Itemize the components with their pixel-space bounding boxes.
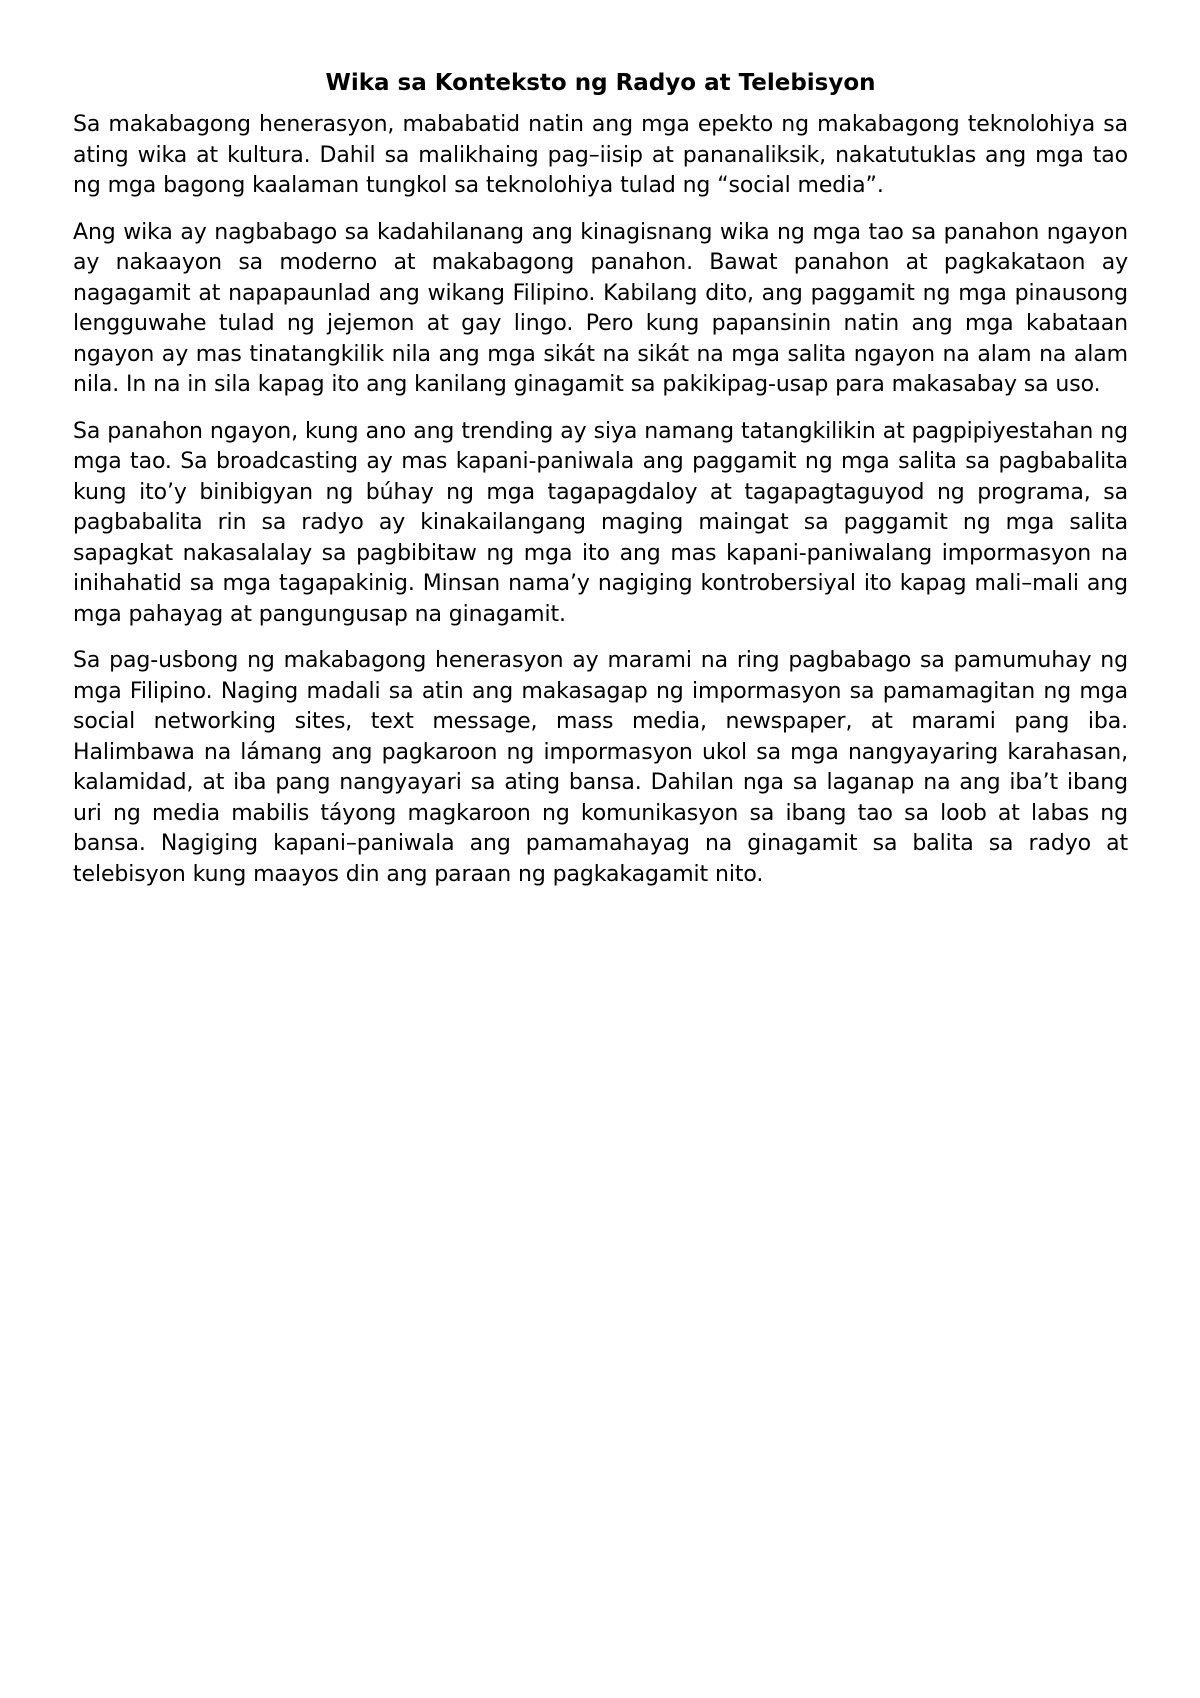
paragraph-3: Sa panahon ngayon, kung ano ang trending ay siya namang tatangkilikin at pagpipiyestahan ng mga tao. Sa broadcasting ay mas kapani-paniwala ang paggamit ng mga salita sa pagbabalita kung ito’y binibigyan ng búhay ng mga tagapagdaloy at tagapagtaguyod ng programa, sa pagbabalita rin sa radyo ay kinakailangang maging maingat sa paggamit ng mga salita sapagkat nakasalalay sa pagbibitaw ng mga ito ang mas kapani-paniwalang impormasyon na inihahatid sa mga tagapakinig. Minsan nama’y nagiging kontrobersiyal ito kapag mali–mali ang mga pahayag at pangungusap na ginagamit. xyxy=(73,418,1128,627)
paragraph-1: Sa makabagong henerasyon, mababatid natin ang mga epekto ng makabagong teknolohiya sa ating wika at kultura. Dahil sa malikhaing pag–iisip at pananaliksik, nakatutuklas ang mga tao ng mga bagong kaalaman tungkol sa teknolohiya tulad ng “social media”. xyxy=(73,112,1128,198)
paragraph-2: Ang wika ay nagbabago sa kadahilanang ang kinagisnang wika ng mga tao sa panahon ngayon ay nakaayon sa moderno at makabagong panahon. Bawat panahon at pagkakataon ay nagagamit at napapaunlad ang wikang Filipino. Kabilang dito, ang paggamit ng mga pinausong lengguwahe tulad ng jejemon at gay lingo. Pero kung papansinin natin ang mga kabataan ngayon ay mas tinatangkilik nila ang mga sikát na sikát na mga salita ngayon na alam na alam nila. In na in sila kapag ito ang kanilang ginagamit sa pakikipag-usap para makasabay sa uso. xyxy=(73,219,1128,397)
paragraph-4: Sa pag-usbong ng makabagong henerasyon ay marami na ring pagbabago sa pamumuhay ng mga Filipino. Naging madali sa atin ang makasagap ng impormasyon sa pamamagitan ng mga social networking sites, text message, mass media, newspaper, at marami pang iba. Halimbawa na lámang ang pagkaroon ng impormasyon ukol sa mga nangyayaring karahasan, kalamidad, at iba pang nangyayari sa ating bansa. Dahilan nga sa laganap na ang iba’t ibang uri ng media mabilis táyong magkaroon ng komunikasyon sa ibang tao sa loob at labas ng bansa. Nagiging kapani–paniwala ang pamamahayag na ginagamit sa balita sa radyo at telebisyon kung maayos din ang paraan ng pagkakagamit nito. xyxy=(73,648,1128,887)
document-title: Wika sa Konteksto ng Radyo at Telebisyon xyxy=(325,70,876,96)
